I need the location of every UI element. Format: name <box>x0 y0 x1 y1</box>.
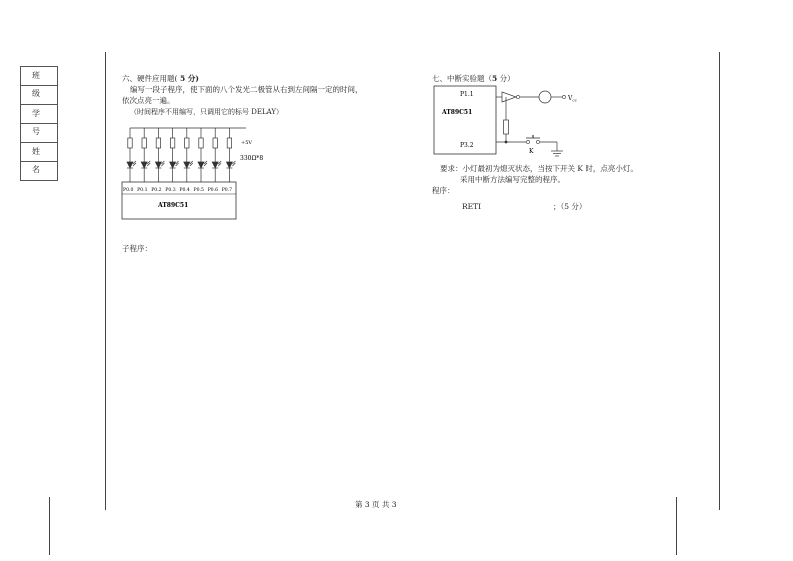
led-diode <box>226 162 232 168</box>
led-diode <box>141 162 147 168</box>
ground-symbol <box>551 151 563 156</box>
led-branch <box>184 128 193 182</box>
switch-k-label: K <box>529 148 534 155</box>
led-branch <box>127 128 136 182</box>
led-diode <box>198 162 204 168</box>
q7-title-score: 5 <box>492 74 498 83</box>
led-branch <box>212 128 221 182</box>
q7-title <box>432 74 515 84</box>
q6-chip-label: AT89C51 <box>158 202 189 209</box>
q7-interrupt-circuit <box>430 84 580 159</box>
vcc-label: $V_{cc}$ <box>568 95 577 103</box>
port-label: P0.6 <box>207 188 219 193</box>
led-diode <box>155 162 161 168</box>
reti-score: ；（5 分） <box>553 202 587 211</box>
left-margin-line <box>105 52 106 510</box>
led-diode <box>212 162 218 168</box>
led-diode <box>170 162 176 168</box>
q6-note: （时间程序不用编写，只调用它的标号 DELAY） <box>130 108 283 116</box>
resistor <box>213 138 217 148</box>
resistor <box>199 138 203 148</box>
resistor <box>128 138 132 148</box>
led-branch <box>198 128 207 182</box>
resistor-value-label: 330Ω*8 <box>240 155 264 162</box>
q7-requirement-2: 采用中断方法编写完整的程序。 <box>460 175 565 184</box>
page-footer: 第 3 页 共 3 <box>355 500 397 509</box>
port-label: P0.2 <box>151 188 162 193</box>
port-label: P0.0 <box>123 188 134 193</box>
q6-led-circuit <box>118 118 278 222</box>
resistor <box>227 138 231 148</box>
led-branch <box>170 128 179 182</box>
port-label: P0.7 <box>221 188 233 193</box>
left-binding-line <box>49 497 50 555</box>
p11-label: P1.1 <box>460 91 474 98</box>
resistor <box>142 138 146 148</box>
resistor <box>185 138 189 148</box>
q6-line1: 编写一段子程序，使下面的八个发光二极管从右到左间隔一定的时间， <box>130 85 363 94</box>
q7-requirement-1: 要求：小灯最初为熄灭状态，当按下开关 K 时，点亮小灯。 <box>440 164 638 173</box>
led-branch <box>226 128 235 182</box>
resistor <box>156 138 160 148</box>
port-label: P0.1 <box>137 188 148 193</box>
port-label: P0.4 <box>179 188 190 193</box>
student-info-table <box>20 66 58 181</box>
led-diode <box>184 162 190 168</box>
q6-title-text: 六、硬件应用题( <box>122 74 178 83</box>
led-diode <box>127 162 133 168</box>
right-margin-line <box>719 52 720 510</box>
program-label: 程序： <box>432 186 455 195</box>
q7-title-end: 分） <box>497 74 515 83</box>
subprogram-label: 子程序： <box>122 244 152 253</box>
student-id-label: 学 号 <box>21 105 57 124</box>
name-label: 姓 名 <box>21 143 57 162</box>
q6-line2: 依次点亮一遍。 <box>122 96 175 105</box>
port-label: P0.3 <box>165 188 176 193</box>
class-label: 班 级 <box>21 67 57 86</box>
q7-title-text: 七、中断实验题（ <box>432 74 492 83</box>
lamp-symbol <box>539 91 551 103</box>
p32-label: P3.2 <box>460 142 474 149</box>
led-branch <box>141 128 150 182</box>
resistor <box>170 138 174 148</box>
right-binding-line <box>676 497 677 555</box>
q7-chip-label: AT89C51 <box>442 109 473 116</box>
inverter-symbol <box>502 92 516 102</box>
q6-title <box>122 74 199 84</box>
led-branch <box>155 128 164 182</box>
pullup-resistor <box>504 120 509 134</box>
reti-instruction: RETI <box>462 202 482 211</box>
plus5v-label: +5V <box>241 140 252 146</box>
port-label: P0.5 <box>193 188 204 193</box>
q6-title-score: 5 分) <box>177 74 199 83</box>
